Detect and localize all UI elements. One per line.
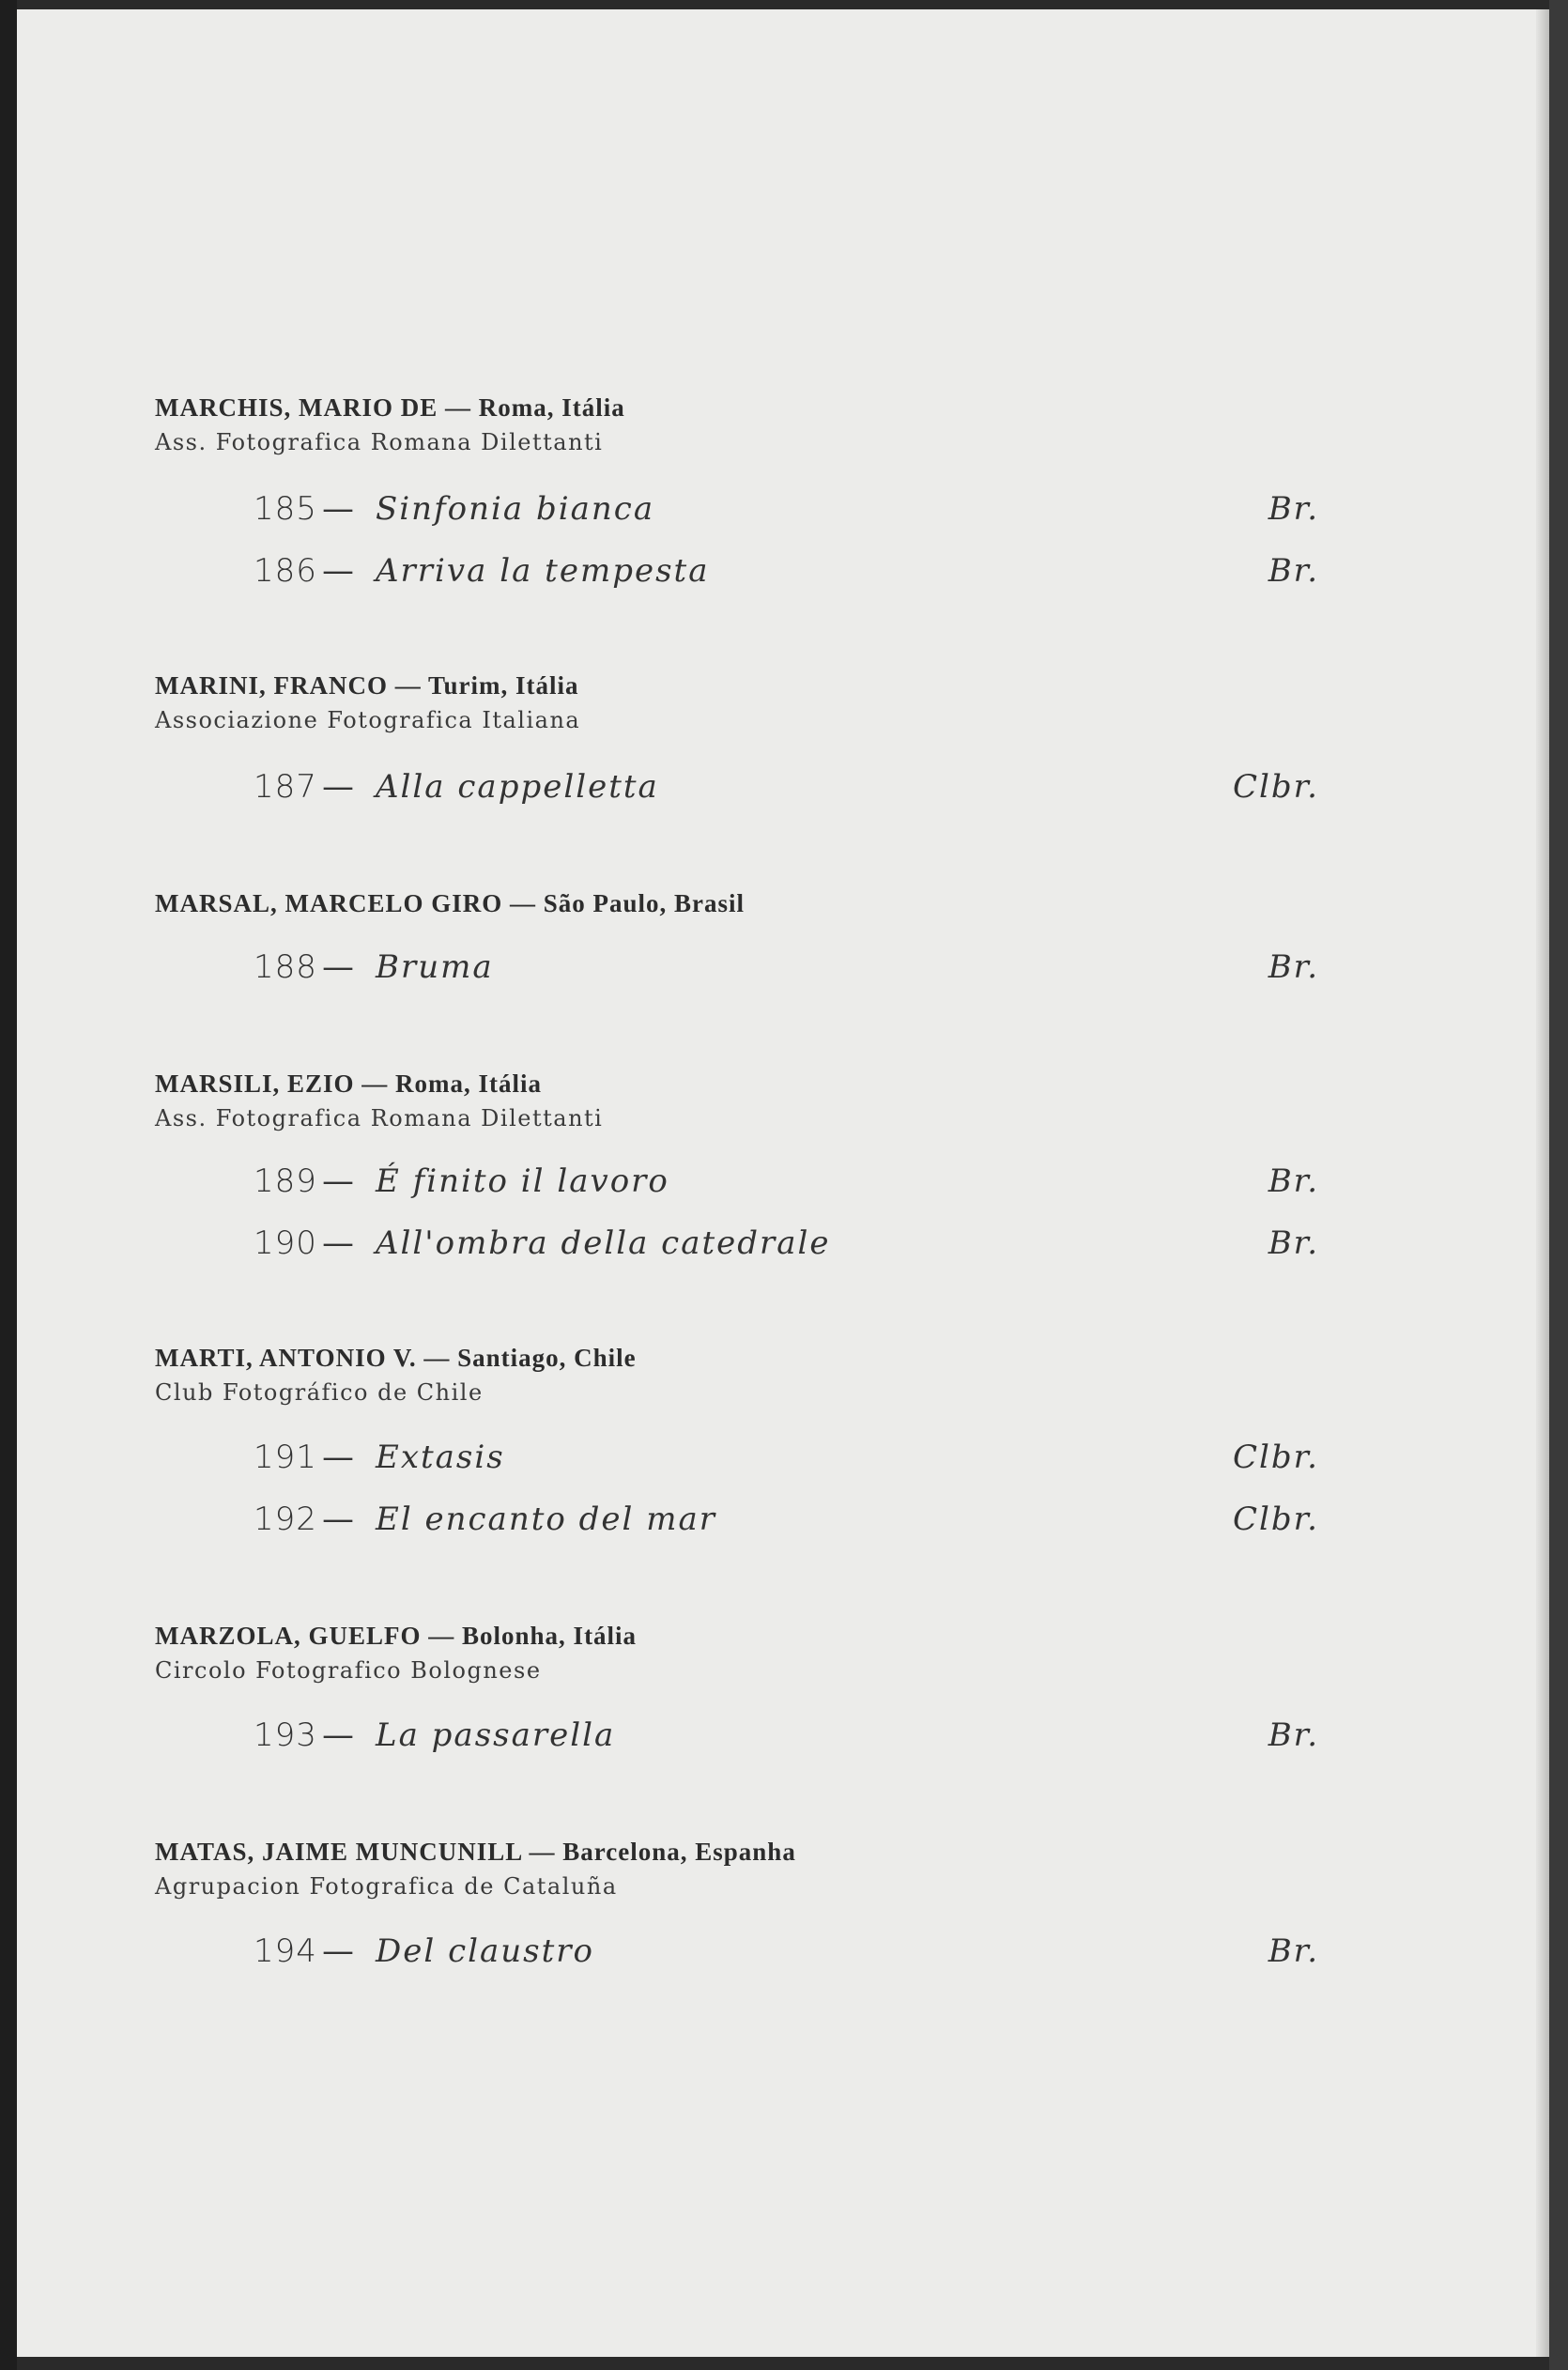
work-dash: — <box>322 1224 354 1262</box>
exhibitor-name: MARZOLA, GUELFO <box>155 1622 422 1650</box>
work-dash: — <box>322 490 354 528</box>
exhibitor-name: MARSILI, EZIO <box>155 1070 355 1098</box>
work-title: La passarella <box>376 1716 616 1754</box>
work-number: 185 <box>254 490 317 528</box>
work-technique: Br. <box>1268 1716 1319 1754</box>
catalog-entry <box>155 390 1319 602</box>
work-list <box>155 1150 1319 1274</box>
work-title: Del claustro <box>376 1932 594 1970</box>
work-dash: — <box>322 1162 354 1200</box>
work-dash: — <box>322 552 354 590</box>
exhibitor-club: Circolo Fotografico Bolognese <box>155 1657 542 1684</box>
work-technique: Br. <box>1268 490 1319 528</box>
work-title: É finito il lavoro <box>376 1162 669 1200</box>
work-list <box>155 1920 1319 1982</box>
exhibitor-club: Club Fotográfico de Chile <box>155 1379 484 1406</box>
work-row <box>155 540 1319 602</box>
work-title: Sinfonia bianca <box>376 490 655 528</box>
exhibitor-club: Ass. Fotografica Romana Dilettanti <box>155 1105 604 1131</box>
work-technique: Clbr. <box>1233 1500 1319 1538</box>
work-row <box>155 1212 1319 1274</box>
work-title: El encanto del mar <box>376 1500 717 1538</box>
work-title: Alla cappelletta <box>376 768 659 806</box>
work-title: Extasis <box>376 1439 505 1476</box>
exhibitor-club: Agrupacion Fotografica de Cataluña <box>155 1873 618 1900</box>
catalog-entry <box>155 1066 1319 1274</box>
work-number: 191 <box>254 1439 317 1476</box>
catalog-entries <box>155 390 1319 1982</box>
exhibitor-name: MARCHIS, MARIO DE <box>155 393 438 422</box>
work-number: 192 <box>254 1500 317 1538</box>
catalog-entry <box>155 1340 1319 1550</box>
work-list <box>155 1704 1319 1766</box>
work-row <box>155 1920 1319 1982</box>
work-dash: — <box>322 1439 354 1476</box>
work-row <box>155 1426 1319 1488</box>
work-number: 189 <box>254 1162 317 1200</box>
exhibitor-heading: MARTI, ANTONIO V. — Santiago, Chile <box>155 1344 637 1372</box>
work-list <box>155 936 1319 998</box>
exhibitor-heading: MARINI, FRANCO — Turim, Itália <box>155 671 579 700</box>
work-technique: Br. <box>1268 1932 1319 1970</box>
work-number: 186 <box>254 552 317 590</box>
catalog-entry <box>155 1618 1319 1766</box>
exhibitor-heading: MARSAL, MARCELO GIRO — São Paulo, Brasil <box>155 889 746 917</box>
page-right-edge <box>1549 0 1568 2370</box>
work-list <box>155 756 1319 818</box>
exhibitor-heading: MARSILI, EZIO — Roma, Itália <box>155 1070 543 1098</box>
exhibitor-heading: MARCHIS, MARIO DE — Roma, Itália <box>155 393 625 422</box>
catalog-entry <box>155 1834 1319 1982</box>
exhibitor-location: Barcelona, Espanha <box>562 1838 796 1866</box>
exhibitor-heading: MARZOLA, GUELFO — Bolonha, Itália <box>155 1622 638 1650</box>
exhibitor-heading: MATAS, JAIME MUNCUNILL — Barcelona, Espanha <box>155 1838 796 1866</box>
work-title: Arriva la tempesta <box>376 552 710 590</box>
work-technique: Br. <box>1268 552 1319 590</box>
catalog-page <box>17 9 1549 2357</box>
catalog-entry <box>155 668 1319 818</box>
exhibitor-club: Ass. Fotografica Romana Dilettanti <box>155 429 604 455</box>
exhibitor-location: Roma, Itália <box>395 1070 543 1098</box>
work-number: 193 <box>254 1716 317 1754</box>
work-row <box>155 1150 1319 1212</box>
work-list <box>155 478 1319 602</box>
page-binding-edge <box>0 0 17 2370</box>
work-dash: — <box>322 1500 354 1538</box>
exhibitor-name: MATAS, JAIME MUNCUNILL <box>155 1838 522 1866</box>
work-technique: Br. <box>1268 1224 1319 1262</box>
work-technique: Clbr. <box>1233 1439 1319 1476</box>
work-technique: Br. <box>1268 1162 1319 1200</box>
work-row <box>155 756 1319 818</box>
work-row <box>155 1704 1319 1766</box>
exhibitor-location: São Paulo, Brasil <box>543 889 746 917</box>
work-number: 190 <box>254 1224 317 1262</box>
work-title: All'ombra della catedrale <box>376 1224 831 1262</box>
work-dash: — <box>322 1932 354 1970</box>
work-row <box>155 478 1319 540</box>
work-dash: — <box>322 768 354 806</box>
work-list <box>155 1426 1319 1550</box>
work-row <box>155 1488 1319 1550</box>
exhibitor-club: Associazione Fotografica Italiana <box>155 707 581 733</box>
work-number: 188 <box>254 948 317 986</box>
exhibitor-name: MARSAL, MARCELO GIRO <box>155 889 503 917</box>
exhibitor-location: Roma, Itália <box>478 393 625 422</box>
catalog-entry <box>155 885 1319 998</box>
exhibitor-location: Santiago, Chile <box>457 1344 637 1372</box>
work-technique: Br. <box>1268 948 1319 986</box>
work-title: Bruma <box>376 948 494 986</box>
work-number: 194 <box>254 1932 317 1970</box>
exhibitor-name: MARTI, ANTONIO V. <box>155 1344 417 1372</box>
exhibitor-name: MARINI, FRANCO <box>155 671 388 700</box>
exhibitor-location: Bolonha, Itália <box>462 1622 638 1650</box>
exhibitor-location: Turim, Itália <box>428 671 579 700</box>
work-dash: — <box>322 1716 354 1754</box>
work-row <box>155 936 1319 998</box>
work-dash: — <box>322 948 354 986</box>
work-number: 187 <box>254 768 317 806</box>
work-technique: Clbr. <box>1233 768 1319 806</box>
